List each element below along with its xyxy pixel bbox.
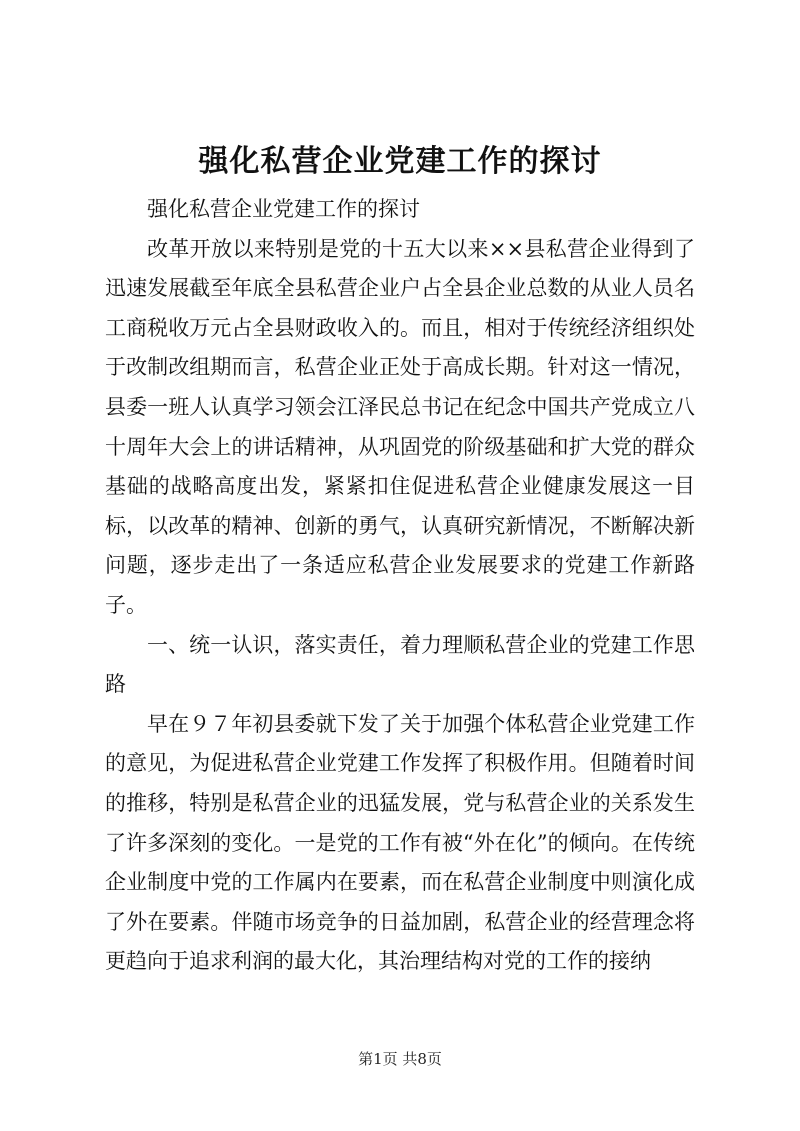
section-heading: 一、统一认识，落实责任，着力理顺私营企业的党建工作思路 bbox=[105, 632, 695, 697]
subtitle-paragraph: 强化私营企业党建工作的探讨 bbox=[147, 197, 420, 221]
document-body bbox=[105, 190, 695, 982]
intro-paragraph: 改革开放以来特别是党的十五大以来××县私营企业得到了迅速发展截至年底全县私营企业户占全县企业总数的从业人员名工商税收万元占全县财政收入的。而且，相对于传统经济组织处于改制改组期而言，私营企业正处于高成长期。针对这一情况，县委一班人认真学习领会江泽民总书记在纪念中国共产党成立八十周年大会上的讲话精神，从巩固党的阶级基础和扩大党的群众基础的战略高度出发，紧紧扣住促进私营企业健康发展这一目标，以改革的精神、创新的勇气，认真研究新情况，不断解决新问题，逐步走出了一条适应私营企业发展要求的党建工作新路子。 bbox=[105, 236, 695, 617]
body-paragraph: 早在９７年初县委就下发了关于加强个体私营企业党建工作的意见，为促进私营企业党建工作发挥了积极作用。但随着时间的推移，特别是私营企业的迅猛发展，党与私营企业的关系发生了许多深刻的变化。一是党的工作有被“外在化”的倾向。在传统企业制度中党的工作属内在要素，而在私营企业制度中则演化成了外在要素。伴随市场竞争的日益加剧，私营企业的经营理念将更趋向于追求利润的最大化，其治理结构对党的工作的接纳 bbox=[105, 711, 695, 974]
page-footer: 第1页 共8页 bbox=[358, 1050, 442, 1068]
document-title: 强化私营企业党建工作的探讨 bbox=[198, 144, 602, 179]
